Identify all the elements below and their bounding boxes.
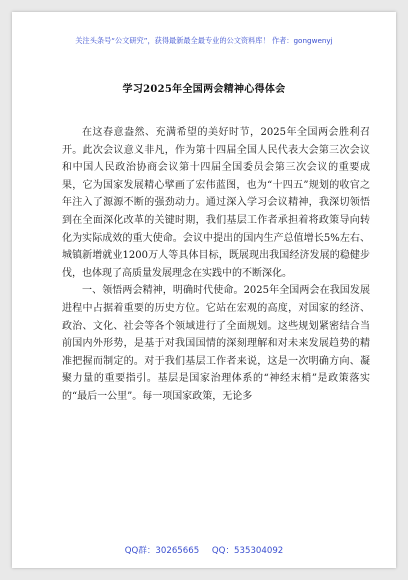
header-note: 关注头条号“公文研究”，获得最新最全最专业的公文资料库！ 作者：gongwenyj — [75, 36, 333, 45]
footer-contact — [12, 544, 396, 556]
document-title: 学习2025年全国两会精神心得体会 — [122, 84, 286, 95]
qq-number: QQ：535304092 — [211, 546, 284, 556]
document-page — [12, 12, 396, 568]
body-paragraph: 在这春意盎然、充满希望的美好时节，2025年全国两会胜利召开。此次会议意义非凡，作为第十四届全国人民代表大会第三次会议和中国人民政治协商会议第十四届全国委员会第三次会议的重要成果，它为国家发展精心擘画了宏伟蓝图，也为“十四五”规划的收官之年注入了源源不断的强劲动力。通过深入学习会议精神，我深切领悟到在全面深化改革的关键时期，我们基层工作者承担着将政策导向转化为实际成效的重大使命。会议中提出的国内生产总值增长5%左右、城镇新增就业1200万人等具体目标，既展现出我国经济发展的稳健步伐，也体现了高质量发展理念在实践中的不断深化。 — [62, 127, 370, 279]
body-paragraph: 一、领悟两会精神，明确时代使命。2025年全国两会在我国发展进程中占据着重要的历史方位。它站在宏观的高度，对国家的经济、政治、文化、社会等各个领域进行了全面规划。这些规划紧密结合当前国内外形势，是基于对我国国情的深刻理解和对未来发展趋势的精准把握而制定的。对于我们基层工作者来说，这是一次明确方向、凝聚力量的重要指引。基层是国家治理体系的“神经末梢”是政策落实的“最后一公里”。每一项国家政策，无论多 — [62, 285, 370, 402]
qq-group-number: QQ群：30265665 — [124, 546, 200, 556]
document-body — [62, 124, 370, 406]
